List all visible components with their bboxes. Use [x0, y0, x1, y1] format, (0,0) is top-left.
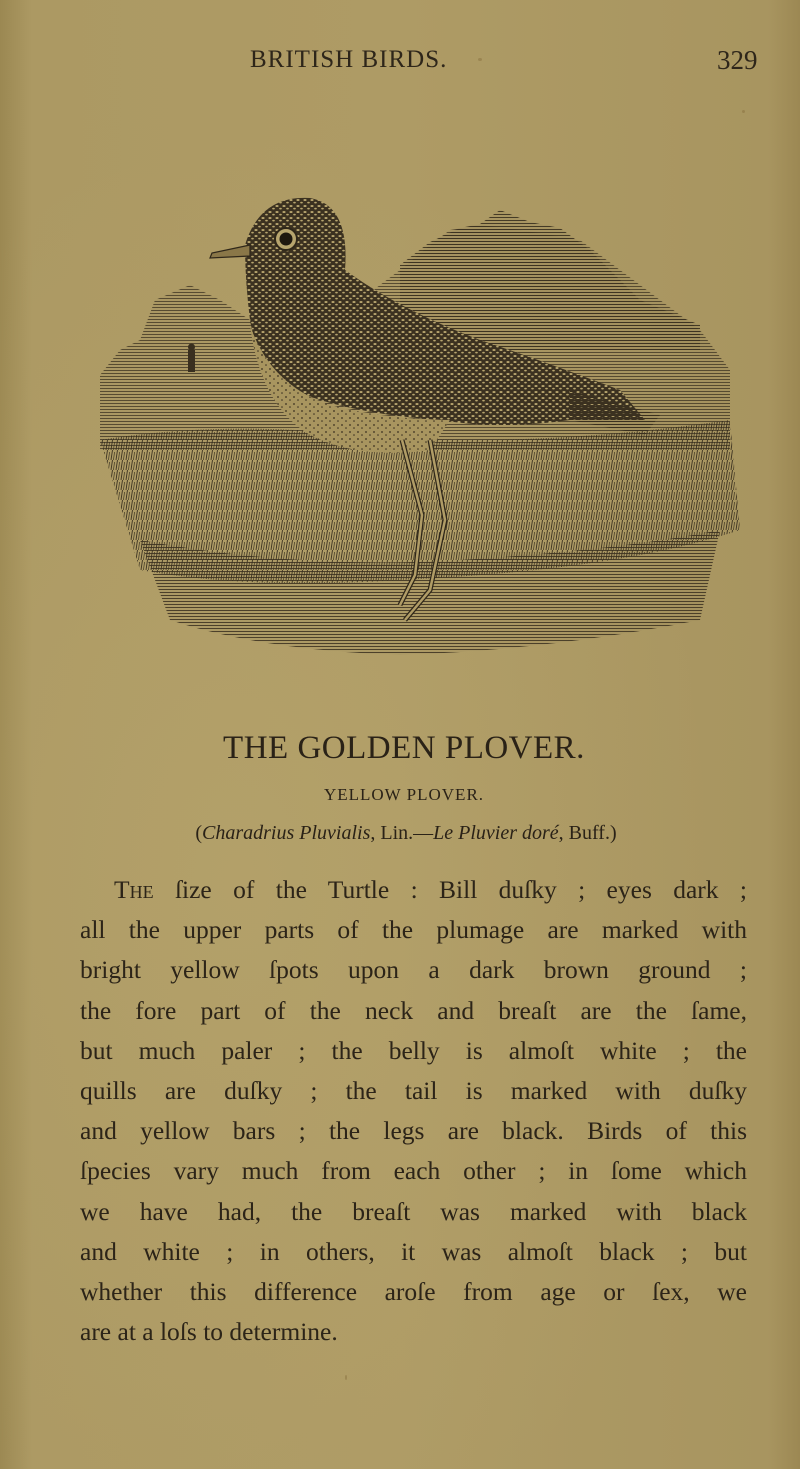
synonymy-separator: , — [370, 822, 381, 844]
synonymy-close-paren: ) — [609, 822, 617, 844]
text-line — [80, 870, 747, 910]
synonymy-line — [0, 822, 800, 845]
text-line: but much paler ; the belly is almoſt white ; the — [80, 1035, 747, 1065]
entry-subheading: YELLOW PLOVER. — [323, 785, 485, 804]
synonymy-separator: , — [558, 822, 569, 844]
running-head — [0, 46, 800, 86]
bird-woodcut-illustration — [100, 150, 740, 670]
text-line: all the upper parts of the plumage are marked with — [80, 915, 747, 945]
running-title: BRITISH BIRDS. — [250, 46, 448, 73]
text-line: we have had, the breaſt was marked with black — [80, 1196, 747, 1226]
text-line: the fore part of the neck and breaſt are the ſame, — [80, 995, 747, 1025]
authority-buffon: Buff. — [568, 822, 610, 844]
latin-name: Charadrius Pluvialis — [202, 822, 371, 844]
page-number: 329 — [717, 45, 758, 75]
paper-spot — [742, 110, 745, 113]
paper-spot — [345, 1375, 347, 1380]
text-line: whether this difference aroſe from age or ſex, we — [80, 1276, 747, 1306]
french-name: Le Pluvier doré — [433, 822, 559, 844]
entry-heading: THE GOLDEN PLOVER. — [223, 730, 585, 766]
text-line-content: ſize of the Turtle : Bill duſky ; eyes dark ; — [153, 875, 747, 904]
text-line: and yellow bars ; the legs are black. Birds of this — [80, 1116, 747, 1146]
description-paragraph — [80, 870, 747, 1352]
text-line: ſpecies vary much from each other ; in ſome which — [80, 1156, 747, 1186]
synonymy-open-paren: ( — [195, 822, 202, 844]
text-line: bright yellow ſpots upon a dark brown ground ; — [80, 955, 747, 985]
synonymy-dash: — — [413, 822, 434, 844]
text-line: and white ; in others, it was almoſt black ; but — [80, 1236, 747, 1266]
text-line: quills are duſky ; the tail is marked with duſky — [80, 1075, 747, 1105]
text-line: are at a loſs to determine. — [80, 1317, 338, 1347]
authority-linnaeus: Lin. — [380, 822, 414, 844]
first-word-small-caps: The — [114, 875, 154, 904]
